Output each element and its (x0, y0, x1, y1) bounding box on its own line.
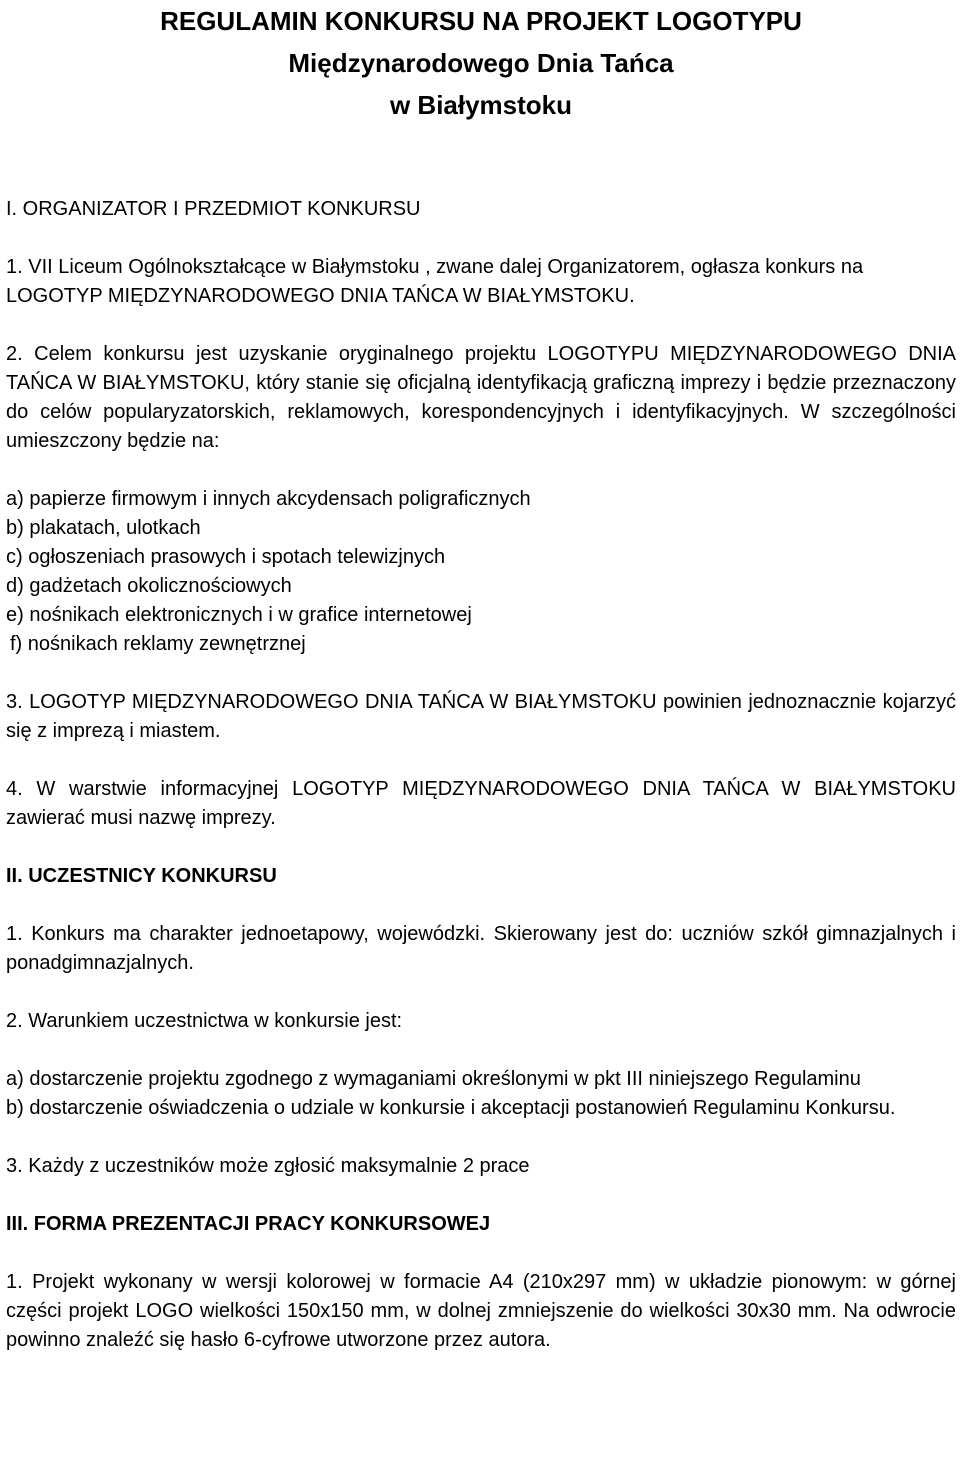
section-1-paragraph-2: 2. Celem konkursu jest uzyskanie oryginalnego projektu LOGOTYPU MIĘDZYNARODOWEGO DNIA TAŃCA W BIAŁYMSTOKU, który stanie się oficjalną identyfikacją graficzną imprezy i będzie przeznaczony do celów popularyzatorskich, reklamowych, korespondencyjnych i identyfikacyjnych. W szczególności umieszczony będzie na: (6, 343, 956, 452)
section-1-paragraph-1: 1. VII Liceum Ogólnokształcące w Białymstoku , zwane dalej Organizatorem, ogłasza konkurs na LOGOTYP MIĘDZYNARODOWEGO DNIA TAŃCA W BIAŁYMSTOKU. (6, 256, 864, 307)
section-1-paragraph-4: 4. W warstwie informacyjnej LOGOTYP MIĘDZYNARODOWEGO DNIA TAŃCA W BIAŁYMSTOKU zawierać musi nazwę imprezy. (6, 778, 956, 829)
section-1-paragraph-3: 3. LOGOTYP MIĘDZYNARODOWEGO DNIA TAŃCA W BIAŁYMSTOKU powinien jednoznacznie kojarzyć się z imprezą i miastem. (6, 691, 956, 742)
section-3-paragraph-1: 1. Projekt wykonany w wersji kolorowej w formacie A4 (210x297 mm) w układzie pionowym: w górnej części projekt LOGO wielkości 150x150 mm, w dolnej zmniejszenie do wielkości 30x30 mm. Na odwrocie powinno znaleźć się hasło 6-cyfrowe utworzone przez autora. (6, 1271, 956, 1351)
section-2-paragraph-2: 2. Warunkiem uczestnictwa w konkursie jest: (6, 1010, 403, 1032)
section-2-item-b: b) dostarczenie oświadczenia o udziale w konkursie i akceptacji postanowień Regulaminu Konkursu. (6, 1097, 896, 1119)
section-1-heading: I. ORGANIZATOR I PRZEDMIOT KONKURSU (6, 198, 421, 220)
title-line-2: Międzynarodowego Dnia Tańca (288, 48, 674, 78)
list-item: a) papierze firmowym i innych akcydensach poligraficznych (6, 488, 531, 510)
section-2-paragraph-1: 1. Konkurs ma charakter jednoetapowy, wojewódzki. Skierowany jest do: uczniów szkół gimnazjalnych i ponadgimnazjalnych. (6, 923, 956, 974)
list-item: b) plakatach, ulotkach (6, 517, 201, 539)
title-line-1: REGULAMIN KONKURSU NA PROJEKT LOGOTYPU (160, 6, 802, 36)
usage-list (6, 485, 956, 659)
section-3-heading: III. FORMA PREZENTACJI PRACY KONKURSOWEJ (6, 1213, 491, 1235)
section-2-heading: II. UCZESTNICY KONKURSU (6, 865, 277, 887)
document-title (6, 0, 956, 126)
section-2-item-a: a) dostarczenie projektu zgodnego z wymaganiami określonymi w pkt III niniejszego Regulaminu (6, 1068, 861, 1090)
list-item: e) nośnikach elektronicznych i w grafice internetowej (6, 604, 472, 626)
list-item: f) nośnikach reklamy zewnętrznej (10, 633, 306, 655)
list-item: c) ogłoszeniach prasowych i spotach telewizjnych (6, 546, 446, 568)
title-line-3: w Białymstoku (389, 90, 573, 120)
section-2-paragraph-3: 3. Każdy z uczestników może zgłosić maksymalnie 2 prace (6, 1155, 530, 1177)
document-page (6, 0, 956, 1355)
list-item: d) gadżetach okolicznościowych (6, 575, 292, 597)
